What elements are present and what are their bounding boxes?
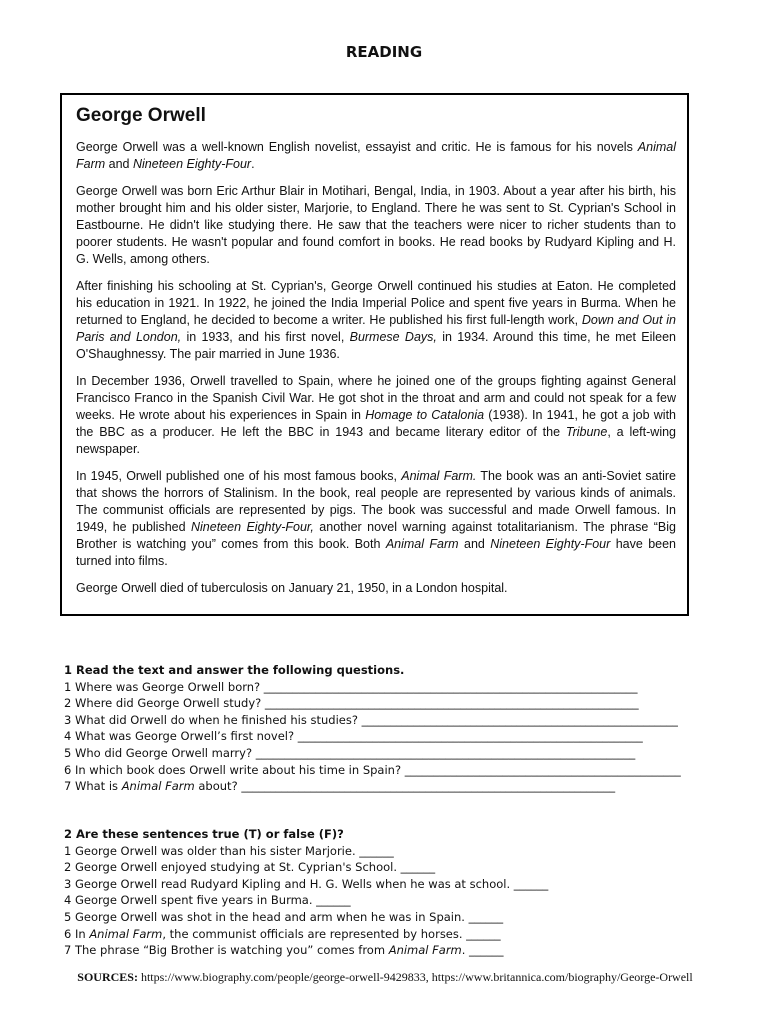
text-run: 2 George Orwell enjoyed studying at St. Cyprian's School. ______	[64, 860, 436, 875]
exercise-1-title: 1 Read the text and answer the following questions.	[64, 663, 405, 677]
text-run: 2 Where did George Orwell study? _________________________________________________________________	[64, 696, 639, 711]
text-run: and	[105, 157, 133, 171]
article-paragraph	[76, 183, 676, 268]
text-run: 5 George Orwell was shot in the head and arm when he was in Spain. ______	[64, 909, 504, 924]
question-item	[64, 876, 724, 893]
text-run: another novel warning against totalitarianism. The phrase “Big Brother is watching you” comes from this book. Both	[76, 520, 676, 551]
text-run: In December 1936, Orwell travelled to Spain, where he joined one of the groups fighting against General Francisco Franco in the Spanish Civil War. He got shot in the throat and arm and could not speak for a few weeks. He wrote about his experiences in Spain in	[76, 374, 676, 422]
question-item	[64, 695, 724, 712]
page-heading: READING	[345, 43, 423, 61]
text-run: 4 George Orwell spent five years in Burma. ______	[64, 893, 351, 908]
article-title: George Orwell	[76, 105, 206, 126]
italic-title: Nineteen Eighty-Four	[132, 157, 252, 171]
question-item	[64, 745, 724, 762]
text-run: George Orwell died of tuberculosis on January 21, 1950, in a London hospital.	[76, 581, 508, 595]
italic-title: Animal Farm	[76, 140, 676, 171]
italic-title: Nineteen Eighty-Four,	[191, 520, 314, 534]
exercise-1	[64, 662, 724, 795]
text-run: 6 In which book does Orwell write about his time in Spain? ________________________________________________	[64, 762, 681, 777]
italic-title: Burmese Days,	[349, 330, 437, 344]
article-paragraph	[76, 373, 676, 458]
question-item	[64, 942, 724, 959]
exercise-2	[64, 826, 724, 959]
question-item	[64, 728, 724, 745]
italic-title: Animal Farm	[385, 537, 459, 551]
text-run: 1 George Orwell was older than his sister Marjorie. ______	[64, 843, 394, 858]
italic-title: Homage to Catalonia	[365, 408, 485, 422]
question-item	[64, 679, 724, 696]
text-run: , a left-wing newspaper.	[76, 425, 677, 456]
italic-title: Animal Farm	[121, 779, 195, 794]
italic-title: Animal Farm	[89, 926, 163, 941]
text-run: have been turned into films.	[76, 537, 677, 568]
question-item	[64, 843, 724, 860]
text-run: 3 What did Orwell do when he finished his studies? _______________________________________________________	[64, 712, 678, 727]
text-run: .	[251, 157, 255, 171]
italic-title: Animal Farm.	[401, 469, 477, 483]
sources-links: https://www.biography.com/people/george-orwell-9429833, https://www.britannica.com/biography/George-Orwell	[137, 970, 693, 984]
article-paragraph	[76, 468, 676, 570]
question-item	[64, 778, 724, 795]
text-run: about? _________________________________________________________________	[194, 779, 616, 794]
italic-title: Animal Farm	[388, 943, 462, 958]
text-run: 1 Where was George Orwell born? _________________________________________________________________	[64, 679, 638, 694]
question-item	[64, 892, 724, 909]
text-run: 3 George Orwell read Rudyard Kipling and H. G. Wells when he was at school. ______	[64, 876, 549, 891]
question-item	[64, 909, 724, 926]
exercise-1-list	[64, 679, 724, 795]
text-run: (1938). In 1941, he got a job with the BBC as a producer. He left the BBC in 1943 and became literary editor of the	[76, 408, 676, 439]
text-run: . ______	[461, 943, 504, 958]
text-run: The book was an anti-Soviet satire that shows the horrors of Stalinism. In the book, real people are represented by various kinds of animals. The communist officials are represented by pigs. The book was successful and made Orwell famous. In 1949, he published	[76, 469, 676, 534]
article-body	[76, 139, 676, 607]
text-run: 4 What was George Orwell’s first novel? ____________________________________________________________	[64, 729, 643, 744]
exercise-2-title: 2 Are these sentences true (T) or false (F)?	[64, 827, 344, 841]
italic-title: Tribune	[565, 425, 608, 439]
sources-label: SOURCES:	[77, 970, 138, 984]
text-run: In 1945, Orwell published one of his most famous books,	[76, 469, 402, 483]
text-run: in 1933, and his first novel,	[181, 330, 350, 344]
text-run: in 1934. Around this time, he met Eileen O'Shaughnessy. The pair married in June 1936.	[76, 330, 676, 361]
sources-footer	[60, 969, 710, 985]
text-run: After finishing his schooling at St. Cyprian's, George Orwell continued his studies at Eaton. He completed his education in 1921. In 1922, he joined the India Imperial Police and spent five years in Burma. When he returned to England, he decided to become a writer. He published his first full-length work,	[76, 279, 676, 327]
italic-title: Down and Out in Paris and London,	[76, 313, 676, 344]
text-run: 7 The phrase “Big Brother is watching you” comes from	[64, 943, 389, 958]
text-run: 7 What is	[64, 779, 122, 794]
text-run: , the communist officials are represented by horses. ______	[162, 926, 501, 941]
article-paragraph	[76, 580, 676, 597]
article-paragraph	[76, 139, 676, 173]
text-run: George Orwell was born Eric Arthur Blair in Motihari, Bengal, India, in 1903. About a year after his birth, his mother brought him and his older sister, Marjorie, to England. There he was sent to St. Cyprian's School in Eastbourne. He didn't like studying there. He saw that the teachers were nicer to richer students than to poorer students. He wasn't popular and found comfort in books. He read books by Rudyard Kipling and H. G. Wells, among others.	[76, 184, 676, 266]
question-item	[64, 762, 724, 779]
question-item	[64, 859, 724, 876]
exercise-2-list	[64, 843, 724, 959]
question-item	[64, 926, 724, 943]
question-item	[64, 712, 724, 729]
article-paragraph	[76, 278, 676, 363]
text-run: and	[458, 537, 491, 551]
italic-title: Nineteen Eighty-Four	[490, 537, 611, 551]
text-run: George Orwell was a well-known English novelist, essayist and critic. He is famous for his novels	[76, 140, 638, 154]
text-run: 6 In	[64, 926, 90, 941]
text-run: 5 Who did George Orwell marry? __________________________________________________________________	[64, 745, 636, 760]
